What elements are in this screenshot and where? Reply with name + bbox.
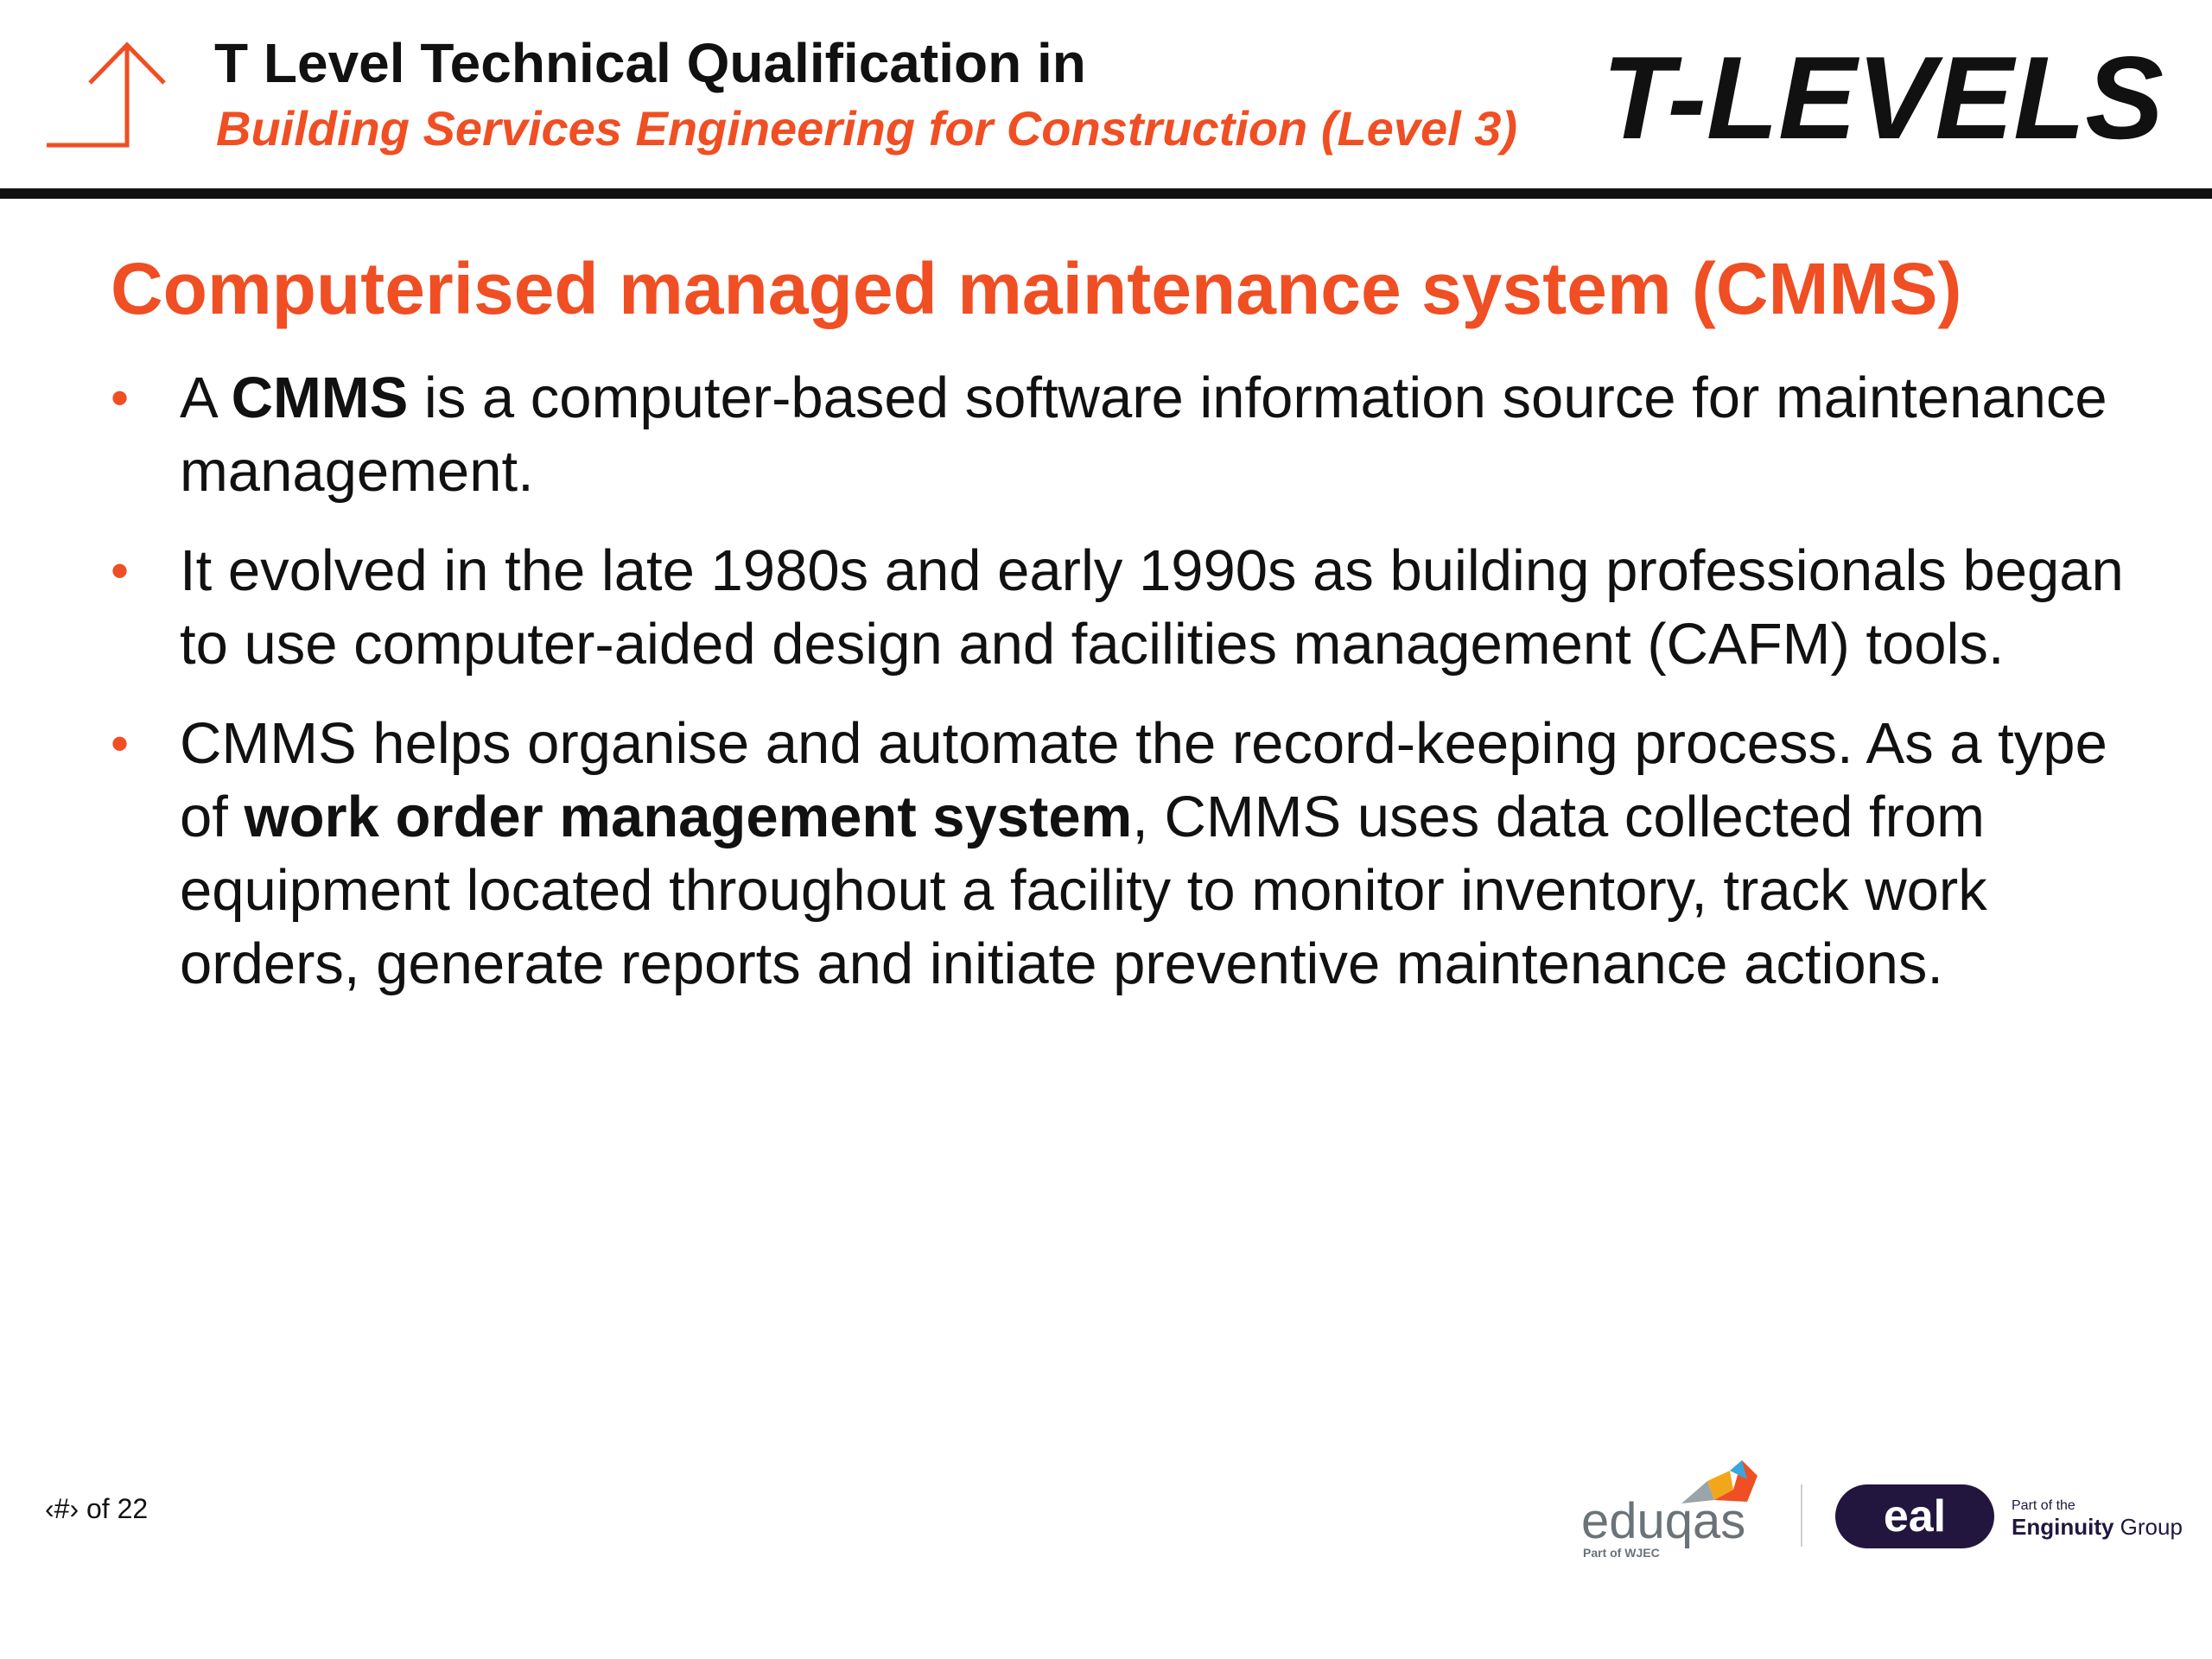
header-subtitle: Building Services Engineering for Construction (Level 3) xyxy=(216,101,1518,156)
bullet-marker: • xyxy=(111,542,130,600)
bullet-item xyxy=(111,707,2124,1001)
bullet-text: It evolved in the late 1980s and early 1990s as building professionals began to use computer-aided design and facilities management (CAFM) tools. xyxy=(180,538,2124,677)
bullet-marker: • xyxy=(111,715,130,772)
page-number: ‹#› of 22 xyxy=(45,1493,149,1524)
slide-title: Computerised managed maintenance system (CMMS) xyxy=(111,248,1962,329)
header-title: T Level Technical Qualification in xyxy=(214,32,1086,94)
bullet-bold-term: CMMS xyxy=(231,365,409,430)
enginuity-group-logo xyxy=(2012,1514,2183,1541)
enginuity-prefix: Part of the xyxy=(2012,1498,2075,1513)
eduqas-tagline: Part of WJEC xyxy=(1583,1546,1660,1560)
logo-divider xyxy=(1801,1484,1802,1547)
bullet-text-end: is a computer-based software information source for maintenance management. xyxy=(180,365,2107,504)
eduqas-wordmark: eduqas xyxy=(1581,1493,1746,1549)
slide-header xyxy=(0,0,2212,199)
eal-wordmark: eal xyxy=(1883,1491,1947,1541)
arrow-up-icon xyxy=(45,38,175,150)
bullet-marker: • xyxy=(111,369,130,427)
eduqas-logo xyxy=(1578,1459,1777,1562)
bullet-list xyxy=(111,361,2124,1027)
bullet-text-start: A xyxy=(180,365,232,430)
bullet-item xyxy=(111,534,2124,681)
bullet-item xyxy=(111,361,2124,508)
bullet-bold-term: work order management system xyxy=(244,785,1133,849)
t-levels-logo xyxy=(1599,38,2169,149)
bullet-text-start: CMMS helps organise and automate the record-keeping process. As a type of xyxy=(180,711,2107,849)
t-levels-logo-text: T-LEVELS xyxy=(1602,38,2164,149)
eal-logo xyxy=(1835,1484,1994,1548)
bullet-text-end: , CMMS uses data collected from equipment located throughout a facility to monitor inventory, track work orders, generate reports and initiate preventive maintenance actions. xyxy=(180,785,1987,996)
enginuity-bold: Enginuity xyxy=(2012,1514,2114,1540)
enginuity-rest: Group xyxy=(2113,1514,2183,1540)
header-divider xyxy=(0,188,2212,199)
